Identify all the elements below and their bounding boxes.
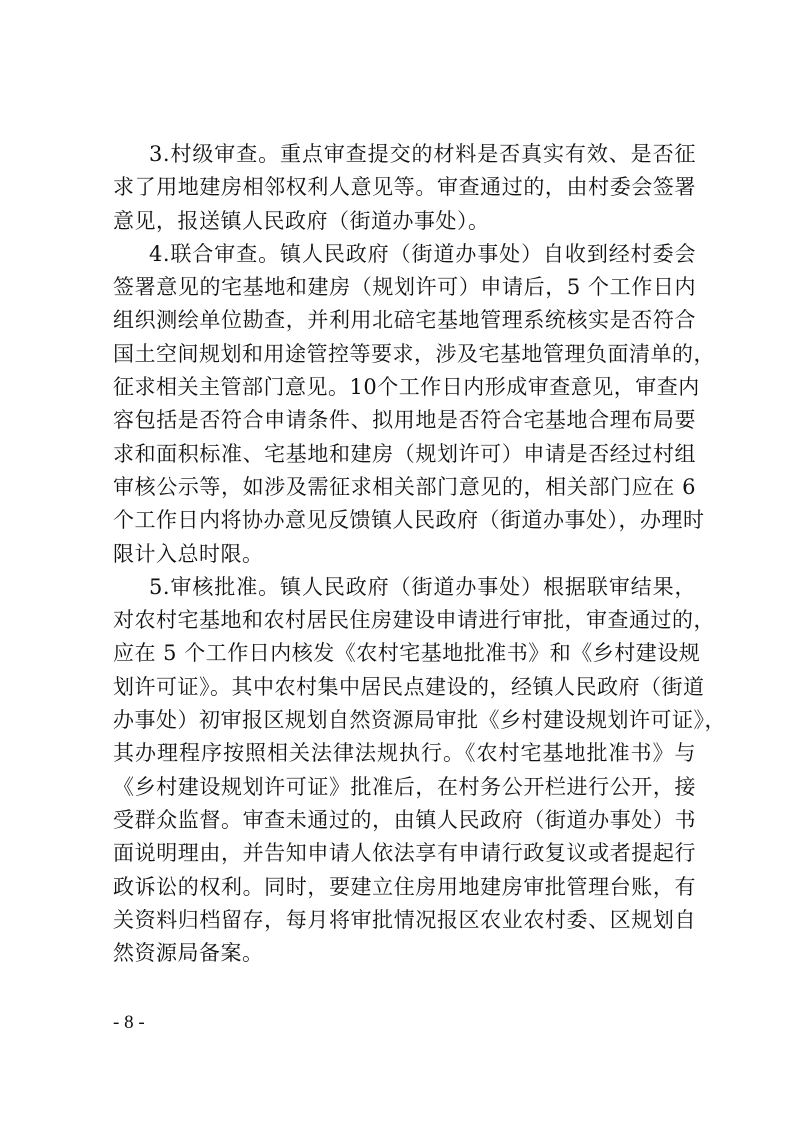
text-line: 签署意见的宅基地和建房（规划许可）申请后，5 个工作日内 [113, 275, 696, 300]
text-line: 限计入总时限。 [113, 541, 264, 566]
paragraph-approval [113, 571, 726, 971]
text-line: 应在 5 个工作日内核发《农村宅基地批准书》和《乡村建设规 [113, 641, 701, 666]
text-line: 办事处）初审报区规划自然资源局审批《乡村建设规划许可证》， [113, 708, 726, 733]
text-line: 划许可证》。其中农村集中居民点建设的，经镇人民政府（街道 [113, 674, 705, 699]
text-line: 对农村宅基地和农村居民住房建设申请进行审批，审查通过的， [113, 608, 715, 633]
text-line: 个工作日内将协办意见反馈镇人民政府（街道办事处），办理时 [113, 508, 705, 533]
body-text [113, 138, 726, 970]
text-line: 3.村级审查。重点审查提交的材料是否真实有效、是否征 [149, 142, 696, 166]
text-line: 其办理程序按照相关法律法规执行。《农村宅基地批准书》与 [113, 741, 696, 766]
text-line: 容包括是否符合申请条件、拟用地是否符合宅基地合理布局要 [113, 408, 696, 433]
text-line: 国土空间规划和用途管控等要求，涉及宅基地管理负面清单的， [113, 341, 715, 366]
text-line: 5.审核批准。镇人民政府（街道办事处）根据联审结果， [149, 574, 696, 599]
text-line: 《乡村建设规划许可证》批准后，在村务公开栏进行公开，接 [113, 774, 696, 799]
text-line: 面说明理由，并告知申请人依法享有申请行政复议或者提起行 [113, 841, 696, 866]
text-line: 然资源局备案。 [113, 941, 264, 966]
text-line: 征求相关主管部门意见。10个工作日内形成审查意见，审查内 [113, 375, 700, 400]
text-line: 受群众监督。审查未通过的，由镇人民政府（街道办事处）书 [113, 807, 696, 832]
page-number: - 8 - [113, 1012, 145, 1033]
paragraph-joint-review [113, 238, 715, 571]
text-line: 组织测绘单位勘查，并利用北碚宅基地管理系统核实是否符合 [113, 308, 696, 333]
text-line: 求了用地建房相邻权利人意见等。审查通过的，由村委会签署 [113, 175, 696, 200]
text-line: 求和面积标准、宅基地和建房（规划许可）申请是否经过村组 [113, 441, 696, 466]
text-line: 审核公示等，如涉及需征求相关部门意见的，相关部门应在 6 [113, 474, 696, 499]
text-line: 政诉讼的权利。同时，要建立住房用地建房审批管理台账，有 [113, 874, 696, 899]
text-line: 意见，报送镇人民政府（街道办事处）。 [113, 208, 490, 233]
text-line: 关资料归档留存，每月将审批情况报区农业农村委、区规划自 [113, 907, 696, 932]
paragraph-village-review [113, 138, 696, 238]
text-line: 4.联合审查。镇人民政府（街道办事处）自收到经村委会 [149, 241, 696, 266]
